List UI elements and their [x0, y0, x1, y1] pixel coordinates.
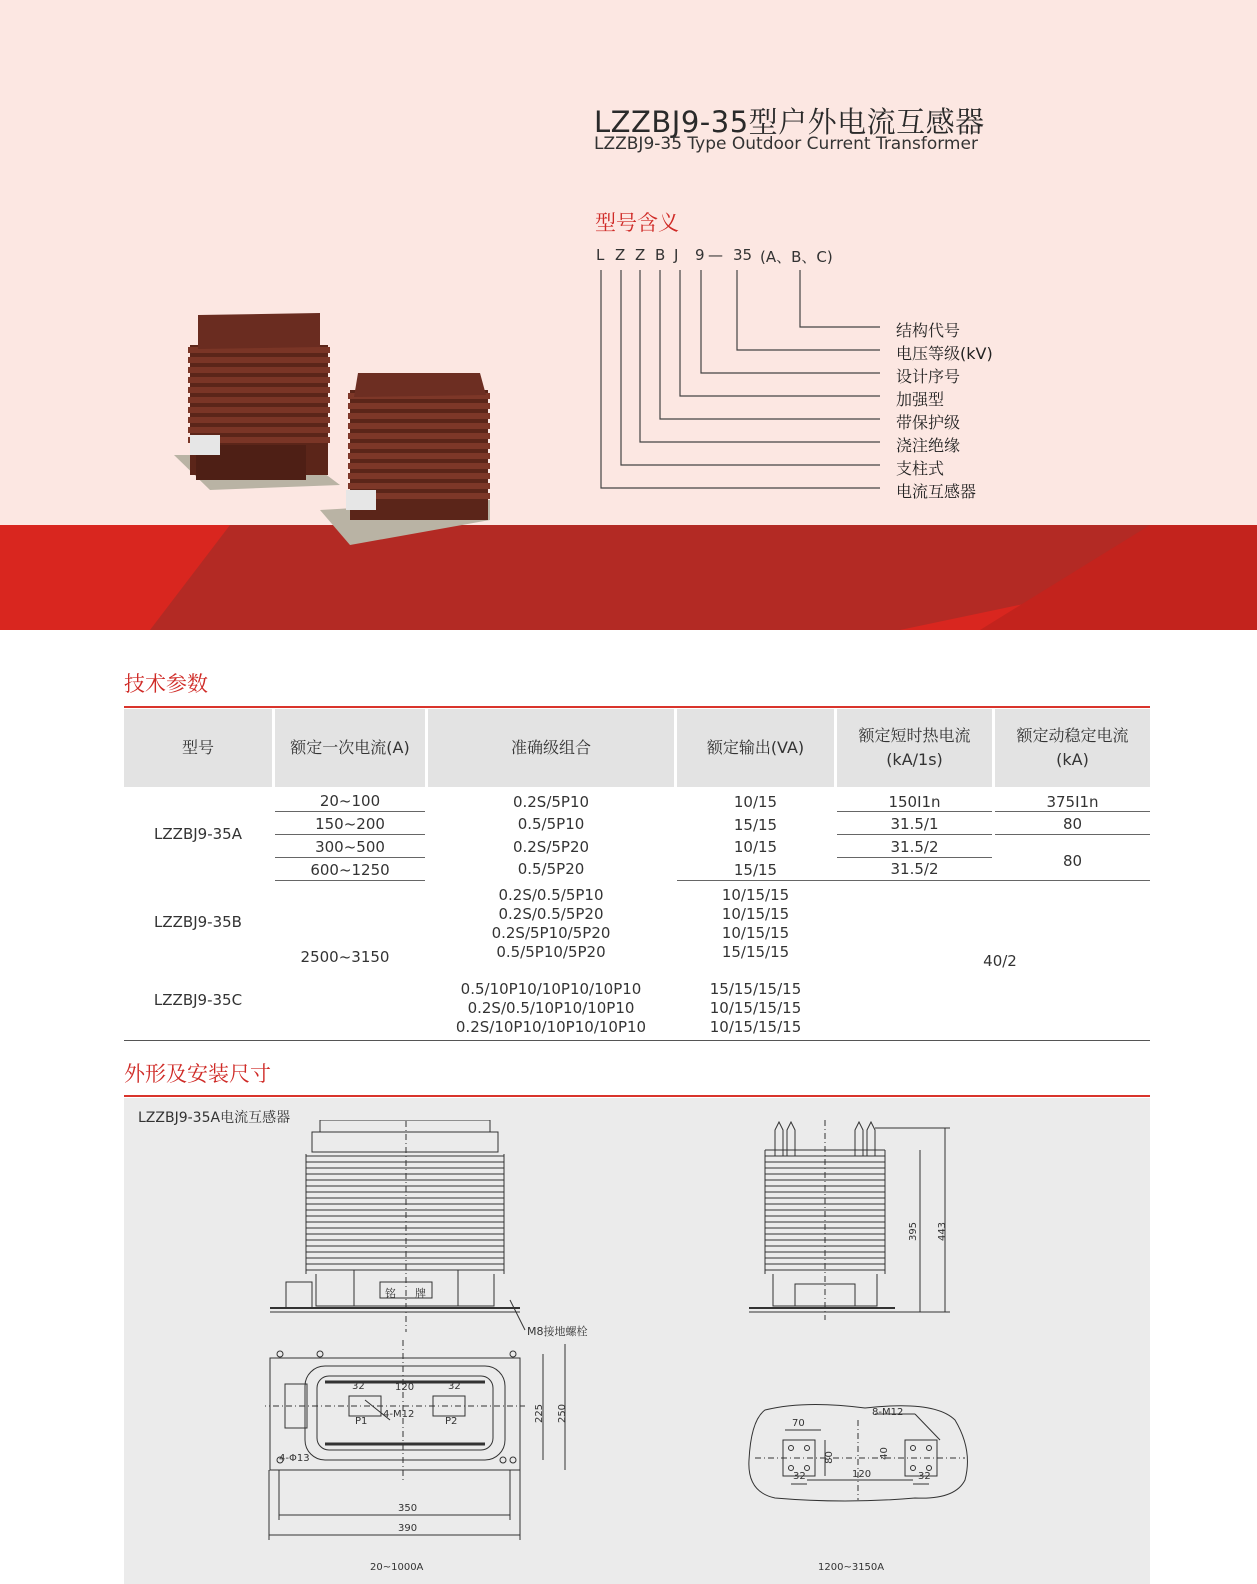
- front-elevation-drawing: [270, 1120, 530, 1335]
- accuracy-cell: 0.2S/5P20: [512, 838, 590, 856]
- row-rule: [837, 834, 992, 835]
- code-letter: L: [596, 246, 605, 264]
- col-header: 额定短时热电流 (kA/1s): [837, 709, 992, 787]
- accuracy-cell: 0.5/10P10/10P10/10P10: [460, 980, 642, 998]
- output-cell: 10/15: [733, 838, 778, 856]
- accuracy-cell: 0.2S/10P10/10P10/10P10: [455, 1018, 647, 1036]
- terminal-label: P2: [445, 1416, 458, 1427]
- base-plan-drawing: [265, 1340, 585, 1555]
- dim-label: 350: [398, 1503, 418, 1514]
- output-cell: 15/15/15/15: [709, 980, 802, 998]
- legend-item: 电压等级(kV): [896, 344, 993, 363]
- accuracy-cell: 0.2S/0.5/10P10/10P10: [467, 999, 635, 1017]
- thread-label: 4-M12: [383, 1409, 415, 1420]
- col-header: 额定一次电流(A): [275, 709, 425, 787]
- row-rule: [275, 811, 425, 812]
- accuracy-cell: 0.5/5P10/5P20: [496, 943, 606, 961]
- legend-item: 结构代号: [896, 321, 961, 340]
- code-letter: B: [655, 246, 666, 264]
- code-bracket-lines: [590, 262, 890, 492]
- dimensions-heading: 外形及安装尺寸: [124, 1062, 271, 1086]
- model-meaning-heading: 型号含义: [595, 211, 679, 235]
- output-cell: 15/15: [733, 861, 778, 879]
- accuracy-cell: 0.5/5P20: [517, 860, 585, 878]
- current-cell: 20~100: [319, 792, 381, 810]
- dim-label: 32: [793, 1471, 806, 1482]
- shared-thermal-cell: 40/2: [983, 952, 1017, 970]
- legend-item: 加强型: [896, 390, 945, 409]
- section-rule: [124, 1095, 1150, 1097]
- accuracy-cell: 0.2S/0.5/5P20: [498, 905, 604, 923]
- col-header: 准确级组合: [428, 709, 674, 787]
- hole-label: 4-Φ13: [279, 1453, 310, 1464]
- legend-item: 带保护级: [896, 413, 961, 432]
- output-cell: 15/15/15: [721, 943, 790, 961]
- dim-label: 225: [534, 1403, 546, 1424]
- row-rule: [837, 811, 992, 812]
- code-letter: Z: [635, 246, 646, 264]
- tech-params-heading: 技术参数: [124, 672, 208, 696]
- product-photo: [170, 305, 510, 545]
- current-cell: 150~200: [315, 815, 385, 833]
- legend-item: 支柱式: [896, 459, 945, 478]
- terminal-plan-drawing: [745, 1400, 975, 1510]
- dim-label: 443: [937, 1221, 949, 1242]
- accuracy-cell: 0.5/5P10: [517, 815, 585, 833]
- dim-label: 70: [792, 1418, 805, 1429]
- model-cell: LZZBJ9-35C: [153, 991, 243, 1009]
- accuracy-cell: 0.2S/0.5/5P10: [498, 886, 604, 904]
- dim-label: 40: [878, 1447, 890, 1460]
- current-cell: 600~1250: [310, 861, 390, 879]
- table-bottom-rule: [124, 1040, 1150, 1041]
- row-rule: [275, 834, 425, 835]
- terminal-label: P1: [355, 1416, 368, 1427]
- output-cell: 15/15: [733, 816, 778, 834]
- thermal-cell: 31.5/1: [890, 815, 939, 833]
- row-rule: [995, 811, 1150, 812]
- output-cell: 10/15/15: [721, 924, 790, 942]
- code-letter: 9: [695, 246, 705, 264]
- code-letter: J: [674, 246, 679, 264]
- accuracy-cell: 0.2S/5P10/5P20: [491, 924, 611, 942]
- nameplate-label: 牌: [415, 1287, 426, 1300]
- col-header: 额定动稳定电流 (kA): [995, 709, 1150, 787]
- output-cell: 10/15/15: [721, 886, 790, 904]
- current-cell: 300~500: [315, 838, 385, 856]
- drawing-title: LZZBJ9-35A电流互感器: [138, 1110, 291, 1126]
- code-letter: Z: [615, 246, 626, 264]
- row-rule: [275, 857, 425, 858]
- ground-bolt-label: M8接地螺栓: [527, 1325, 588, 1338]
- dim-label: 32: [352, 1381, 365, 1392]
- dim-label: 395: [908, 1221, 920, 1242]
- dynamic-cell: 375I1n: [1046, 793, 1099, 811]
- col-header: 型号: [124, 709, 272, 787]
- row-rule: [677, 880, 1150, 881]
- thermal-cell: 31.5/2: [890, 860, 939, 878]
- code-letter: 35: [733, 246, 753, 264]
- output-cell: 10/15/15/15: [709, 1018, 802, 1036]
- dim-label: 120: [852, 1469, 872, 1480]
- code-letter: —: [708, 246, 723, 264]
- caption-right: 1200~3150A: [818, 1562, 885, 1573]
- row-rule: [275, 880, 425, 881]
- legend-item: 设计序号: [896, 367, 961, 386]
- legend-item: 浇注绝缘: [896, 436, 961, 455]
- output-cell: 10/15/15/15: [709, 999, 802, 1017]
- side-elevation-drawing: [745, 1120, 960, 1320]
- code-letter: (A、B、C): [760, 248, 833, 266]
- row-rule: [995, 834, 1150, 835]
- legend-item: 电流互感器: [896, 482, 977, 501]
- accuracy-cell: 0.2S/5P10: [512, 793, 590, 811]
- thermal-cell: 31.5/2: [890, 838, 939, 856]
- nameplate-label: 铭: [385, 1287, 396, 1300]
- shared-current-cell: 2500~3150: [300, 948, 390, 966]
- model-cell: LZZBJ9-35A: [154, 825, 242, 843]
- thread-label: 8-M12: [872, 1407, 904, 1418]
- output-cell: 10/15/15: [721, 905, 790, 923]
- section-rule: [124, 706, 1150, 708]
- dim-label: 32: [918, 1471, 931, 1482]
- col-header: 额定输出(VA): [677, 709, 834, 787]
- thermal-cell: 150I1n: [888, 793, 941, 811]
- dynamic-cell: 80: [1062, 815, 1083, 833]
- page-title: LZZBJ9-35型户外电流互感器: [594, 105, 985, 139]
- dim-label: 250: [557, 1403, 569, 1424]
- dynamic-cell: 80: [1062, 852, 1083, 870]
- model-cell: LZZBJ9-35B: [154, 913, 242, 931]
- output-cell: 10/15: [733, 793, 778, 811]
- page-subtitle: LZZBJ9-35 Type Outdoor Current Transformer: [594, 134, 978, 154]
- dim-label: 120: [395, 1382, 415, 1393]
- dim-label: 32: [448, 1381, 461, 1392]
- caption-left: 20~1000A: [370, 1562, 424, 1573]
- dim-label: 80: [823, 1451, 835, 1464]
- row-rule: [837, 857, 992, 858]
- dim-label: 390: [398, 1523, 418, 1534]
